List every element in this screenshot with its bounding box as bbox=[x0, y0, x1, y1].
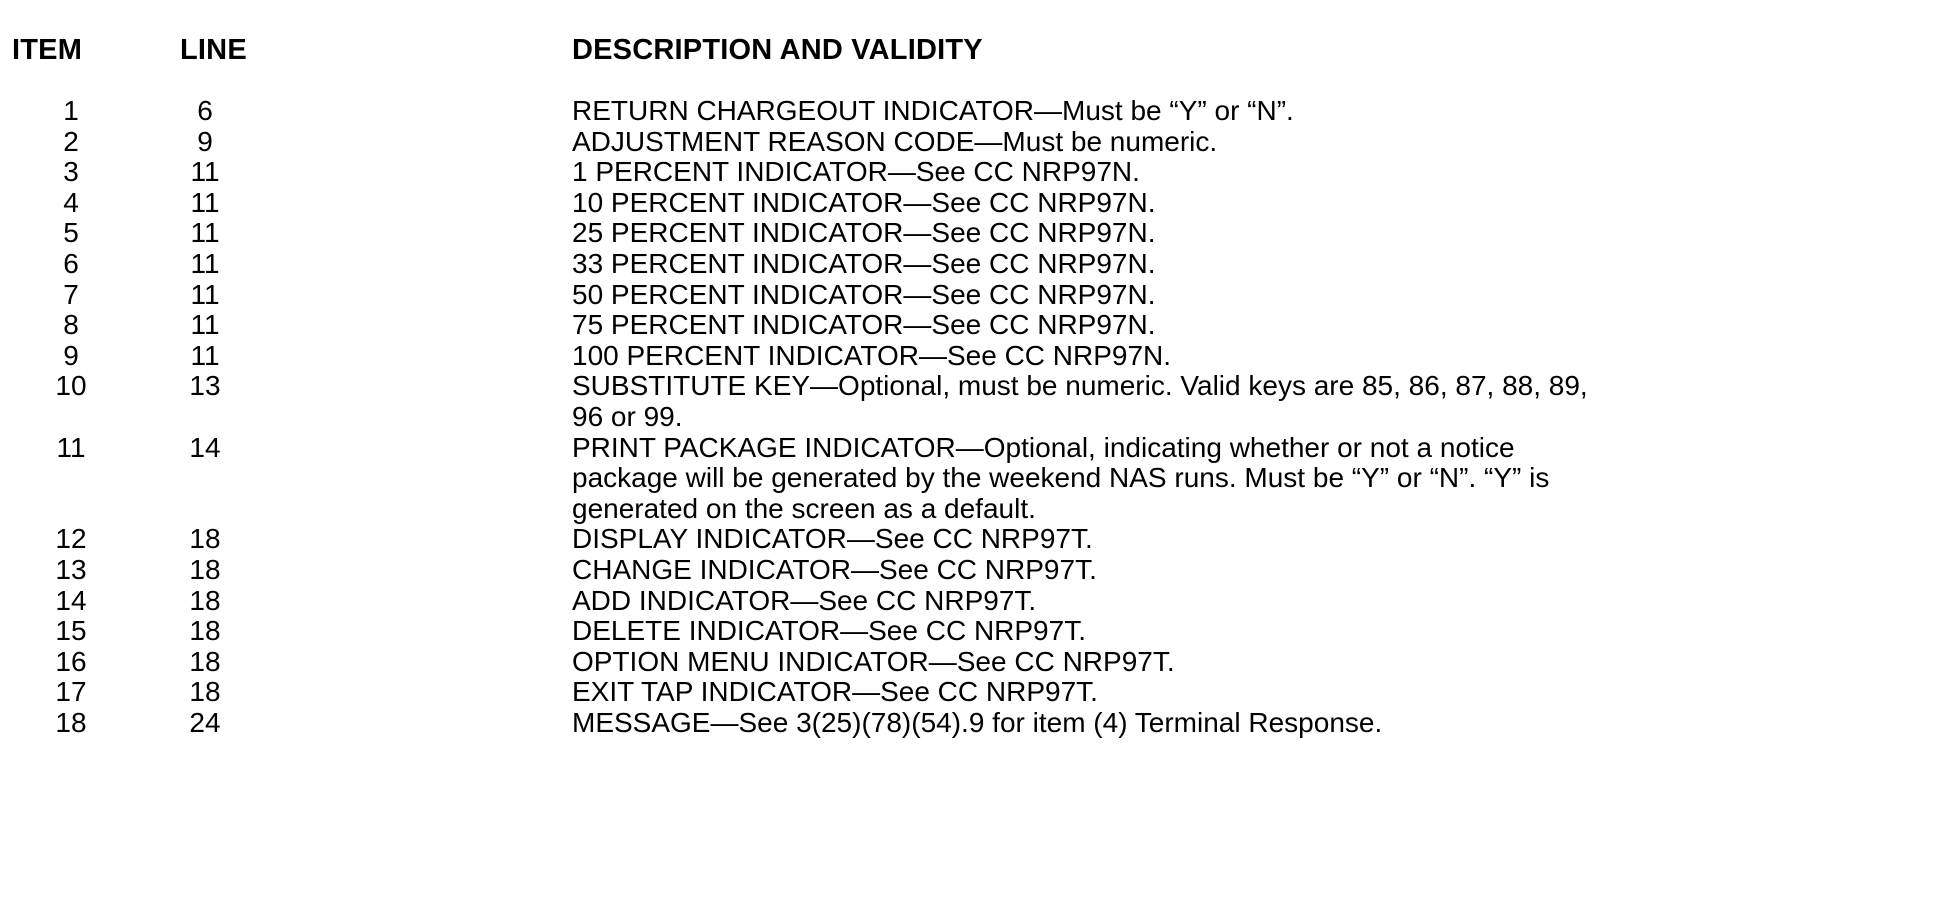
item-number: 9 bbox=[63, 339, 79, 371]
description bbox=[572, 280, 1932, 311]
description bbox=[572, 249, 1932, 280]
item-number: 10 bbox=[55, 370, 87, 402]
item-number: 3 bbox=[63, 156, 79, 188]
description-line: 96 or 99. bbox=[572, 400, 683, 432]
table-row bbox=[0, 677, 1960, 708]
line-number: 18 bbox=[189, 584, 221, 616]
header-line: LINE bbox=[180, 34, 247, 66]
item-number: 2 bbox=[63, 125, 79, 157]
description-line: ADD INDICATOR—See CC NRP97T. bbox=[572, 584, 1037, 616]
description-line: PRINT PACKAGE INDICATOR—Optional, indicating whether or not a notice bbox=[572, 431, 1515, 463]
description-line: 1 PERCENT INDICATOR—See CC NRP97N. bbox=[572, 156, 1140, 188]
description-line: MESSAGE—See 3(25)(78)(54).9 for item (4) Terminal Response. bbox=[572, 706, 1383, 738]
description bbox=[572, 677, 1932, 708]
description bbox=[572, 555, 1932, 586]
item-number: 16 bbox=[55, 645, 87, 677]
line-number: 18 bbox=[189, 676, 221, 708]
description-line: 25 PERCENT INDICATOR—See CC NRP97N. bbox=[572, 217, 1156, 249]
line-number: 11 bbox=[190, 309, 220, 341]
description-line: 10 PERCENT INDICATOR—See CC NRP97N. bbox=[572, 186, 1156, 218]
description bbox=[572, 616, 1932, 647]
line-number: 24 bbox=[189, 706, 221, 738]
table-row bbox=[0, 218, 1960, 249]
item-number: 14 bbox=[55, 584, 87, 616]
item-number: 5 bbox=[63, 217, 79, 249]
line-number: 11 bbox=[190, 156, 220, 188]
item-number: 7 bbox=[63, 278, 79, 310]
item-number: 15 bbox=[55, 615, 87, 647]
description-line: DISPLAY INDICATOR—See CC NRP97T. bbox=[572, 523, 1093, 555]
description bbox=[572, 708, 1932, 739]
description bbox=[572, 433, 1932, 525]
table-body bbox=[0, 96, 1960, 738]
item-number: 8 bbox=[63, 309, 79, 341]
description-line: 50 PERCENT INDICATOR—See CC NRP97N. bbox=[572, 278, 1156, 310]
item-number: 18 bbox=[55, 706, 87, 738]
description bbox=[572, 96, 1932, 127]
table-row bbox=[0, 555, 1960, 586]
line-number: 11 bbox=[190, 339, 220, 371]
description-line: 33 PERCENT INDICATOR—See CC NRP97N. bbox=[572, 247, 1156, 279]
table-row bbox=[0, 249, 1960, 280]
table-row bbox=[0, 616, 1960, 647]
description-line: 75 PERCENT INDICATOR—See CC NRP97N. bbox=[572, 309, 1156, 341]
item-number: 11 bbox=[56, 431, 86, 463]
item-number: 6 bbox=[63, 247, 79, 279]
description-line: SUBSTITUTE KEY—Optional, must be numeric. Valid keys are 85, 86, 87, 88, 89, bbox=[572, 370, 1588, 402]
description bbox=[572, 218, 1932, 249]
line-number: 14 bbox=[189, 431, 221, 463]
table-row bbox=[0, 433, 1960, 525]
item-number: 12 bbox=[55, 523, 87, 555]
line-number: 9 bbox=[197, 125, 213, 157]
table-row bbox=[0, 188, 1960, 219]
description bbox=[572, 127, 1932, 158]
item-number: 17 bbox=[55, 676, 87, 708]
description-line: generated on the screen as a default. bbox=[572, 492, 1036, 524]
table-row bbox=[0, 127, 1960, 158]
description-line: OPTION MENU INDICATOR—See CC NRP97T. bbox=[572, 645, 1175, 677]
description-line: ADJUSTMENT REASON CODE—Must be numeric. bbox=[572, 125, 1218, 157]
description-line: EXIT TAP INDICATOR—See CC NRP97T. bbox=[572, 676, 1098, 708]
table-row bbox=[0, 647, 1960, 678]
line-number: 18 bbox=[189, 523, 221, 555]
description-line: RETURN CHARGEOUT INDICATOR—Must be “Y” or “N”. bbox=[572, 95, 1294, 126]
description bbox=[572, 341, 1932, 372]
description-line: package will be generated by the weekend NAS runs. Must be “Y” or “N”. “Y” is bbox=[572, 462, 1550, 494]
description-line: DELETE INDICATOR—See CC NRP97T. bbox=[572, 615, 1086, 647]
table-row bbox=[0, 524, 1960, 555]
description bbox=[572, 524, 1932, 555]
description bbox=[572, 371, 1932, 432]
item-number: 4 bbox=[63, 186, 79, 218]
table-row bbox=[0, 157, 1960, 188]
line-number: 11 bbox=[190, 217, 220, 249]
line-number: 18 bbox=[189, 553, 221, 585]
table-row bbox=[0, 586, 1960, 617]
description bbox=[572, 157, 1932, 188]
line-number: 6 bbox=[197, 95, 213, 126]
item-number: 13 bbox=[55, 553, 87, 585]
line-number: 11 bbox=[190, 186, 220, 218]
line-number: 11 bbox=[190, 247, 220, 279]
header-item: ITEM bbox=[12, 34, 83, 66]
line-number: 18 bbox=[189, 645, 221, 677]
table-header bbox=[0, 34, 1960, 74]
table-row bbox=[0, 341, 1960, 372]
header-description: DESCRIPTION AND VALIDITY bbox=[572, 34, 983, 66]
table-row bbox=[0, 310, 1960, 341]
table-row bbox=[0, 280, 1960, 311]
table-row bbox=[0, 371, 1960, 432]
description-line: CHANGE INDICATOR—See CC NRP97T. bbox=[572, 553, 1097, 585]
line-number: 13 bbox=[189, 370, 221, 402]
description bbox=[572, 310, 1932, 341]
table-row bbox=[0, 96, 1960, 127]
line-number: 18 bbox=[189, 615, 221, 647]
description-line: 100 PERCENT INDICATOR—See CC NRP97N. bbox=[572, 339, 1172, 371]
description bbox=[572, 647, 1932, 678]
description bbox=[572, 586, 1932, 617]
line-number: 11 bbox=[190, 278, 220, 310]
description bbox=[572, 188, 1932, 219]
table-row bbox=[0, 708, 1960, 739]
item-number: 1 bbox=[63, 95, 79, 126]
